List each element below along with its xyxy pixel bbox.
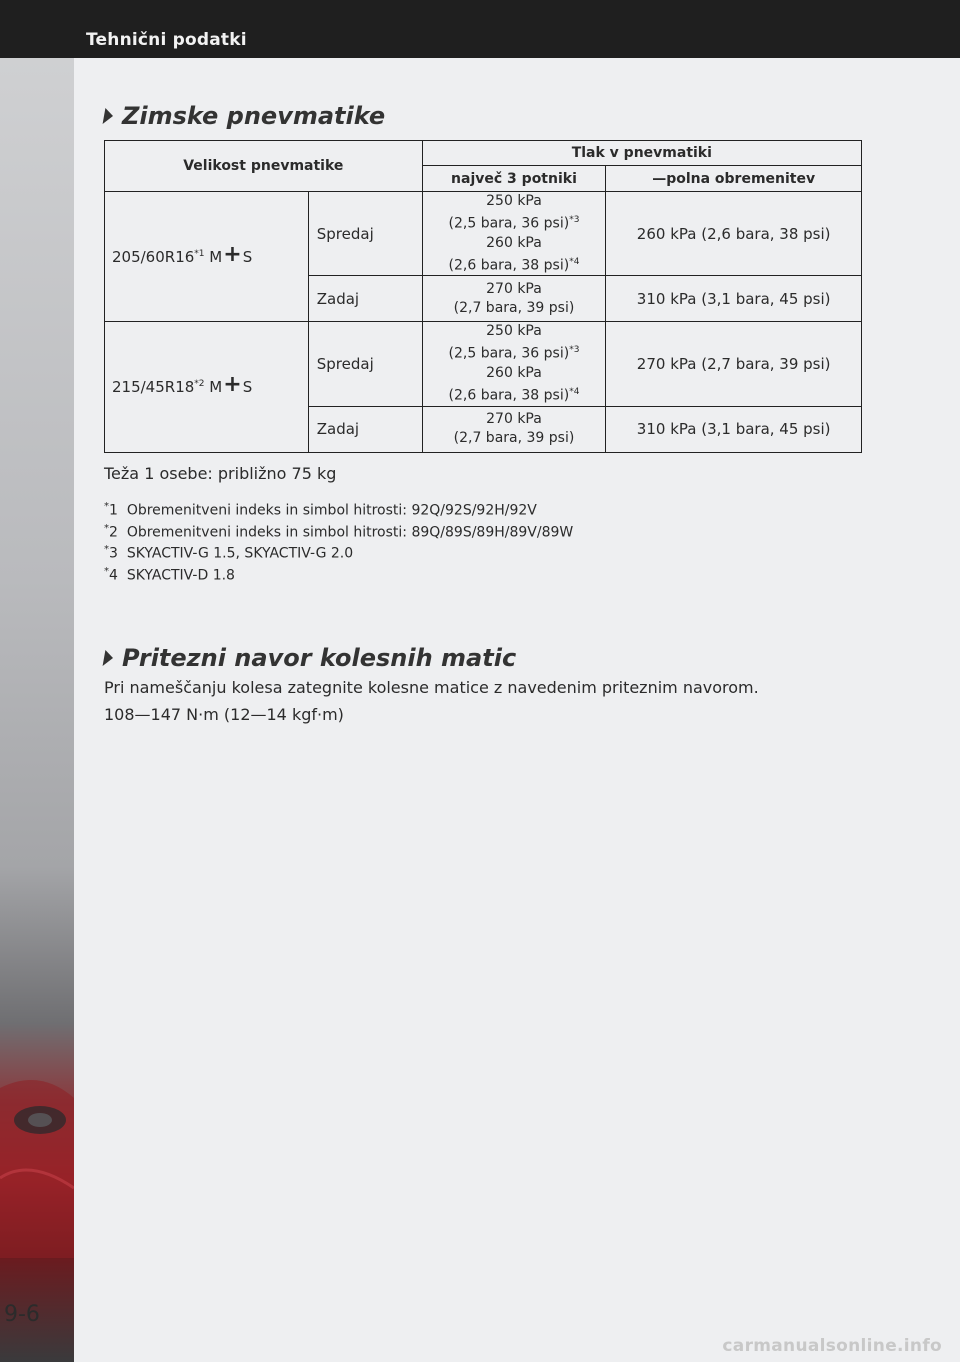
torque-description: Pri nameščanju kolesa zategnite kolesne matice z navedenim priteznim navorom.: [104, 678, 759, 697]
header-bar: [0, 0, 960, 58]
page-number: 9-6: [4, 1302, 40, 1327]
weight-note: Teža 1 osebe: približno 75 kg: [104, 464, 337, 483]
header-full-load: —polna obremenitev: [606, 166, 862, 192]
tire-size-cell: 215/45R18$^{*2}$ M + S: [105, 322, 309, 452]
torque-value: 108—147 N·m (12—14 kgf·m): [104, 705, 344, 724]
tire-size-cell: 205/60R16$^{*1}$ M + S: [105, 192, 309, 322]
pressure-full-rear: 310 kPa (3,1 bara, 45 psi): [606, 406, 862, 452]
pressure-max3-front: 250 kPa (2,5 bara, 36 psi)$^{*3}$ 260 kPa (2,6 bara, 38 psi)$^{*4}$: [422, 192, 606, 276]
section-title-winter-tires: Zimske pnevmatike: [104, 102, 385, 130]
footnote-2: *2 Obremenitveni indeks in simbol hitrosti: 89Q/89S/89H/89V/89W: [104, 522, 574, 541]
sidebar-decoration: [0, 58, 74, 1362]
footnote-4: *4 SKYACTIV-D 1.8: [104, 565, 235, 584]
header-max-3-passengers: največ 3 potniki: [422, 166, 606, 192]
pressure-max3-rear: 270 kPa (2,7 bara, 39 psi): [422, 276, 606, 322]
table-row: [105, 192, 862, 276]
section-title-wheel-nut-torque: Pritezni navor kolesnih matic: [104, 644, 516, 672]
section-marker-icon: [103, 650, 115, 666]
pressure-full-front: 270 kPa (2,7 bara, 39 psi): [606, 322, 862, 406]
pressure-max3-rear: 270 kPa (2,7 bara, 39 psi): [422, 406, 606, 452]
pressure-full-front: 260 kPa (2,6 bara, 38 psi): [606, 192, 862, 276]
section-marker-icon: [103, 108, 115, 124]
footnote-1: *1 Obremenitveni indeks in simbol hitrosti: 92Q/92S/92H/92V: [104, 501, 537, 519]
position-rear: Zadaj: [308, 406, 422, 452]
pressure-full-rear: 310 kPa (3,1 bara, 45 psi): [606, 276, 862, 322]
tire-pressure-table: [104, 140, 862, 453]
position-front: Spredaj: [308, 322, 422, 406]
header-tire-size: Velikost pnevmatike: [105, 141, 423, 192]
footnote-3: *3 SKYACTIV-G 1.5, SKYACTIV-G 2.0: [104, 544, 354, 562]
snowflake-plus-icon: +: [223, 241, 242, 267]
position-rear: Zadaj: [308, 276, 422, 322]
header-tire-pressure: Tlak v pnevmatiki: [422, 141, 861, 166]
table-row: [105, 322, 862, 406]
snowflake-plus-icon: +: [223, 371, 242, 397]
pressure-max3-front: 250 kPa (2,5 bara, 36 psi)$^{*3}$ 260 kPa (2,6 bara, 38 psi)$^{*4}$: [422, 322, 606, 406]
position-front: Spredaj: [308, 192, 422, 276]
header-title: Tehnični podatki: [86, 30, 247, 50]
car-rear-image: [0, 1058, 74, 1258]
footnotes: [104, 498, 573, 585]
watermark: carmanualsonline.info: [722, 1336, 942, 1356]
